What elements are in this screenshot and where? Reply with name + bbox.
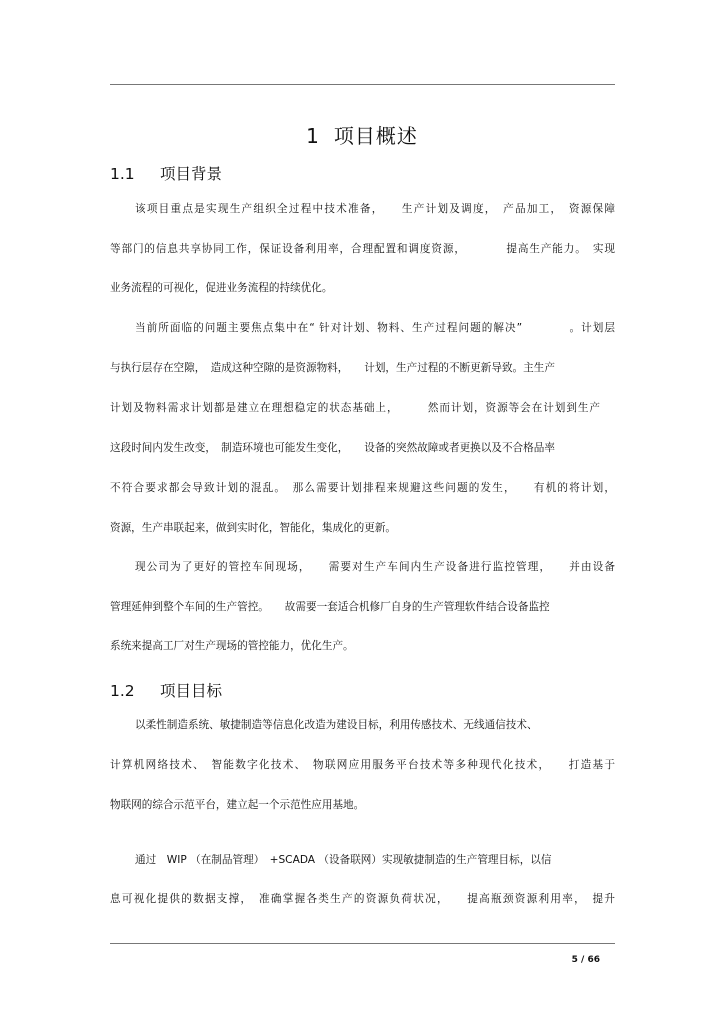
paragraph-line: 现公司为了更好的管控车间现场， 需要对生产车间内生产设备进行监控管理， 并由设备 <box>135 561 615 573</box>
header-rule <box>110 84 615 85</box>
section-title: 项目目标 <box>160 682 223 700</box>
paragraph-line: 息可视化提供的数据支撑， 准确掌握各类生产的资源负荷状况， 提高瓶颈资源利用率， 提升 <box>110 893 615 905</box>
section-number: 1.2 <box>110 682 135 700</box>
paragraph-line: 不符合要求都会导致计划的混乱。 那么需要计划排程来规避这些问题的发生， 有机的将计划， <box>110 482 615 494</box>
chapter-title: 项目概述 <box>333 124 418 148</box>
paragraph-line: 管理延伸到整个车间的生产管控。 故需要一套适合机修厂自身的生产管理软件结合设备监控 <box>110 601 550 613</box>
paragraph-line: 系统来提高工厂对生产现场的管控能力，优化生产。 <box>110 640 354 652</box>
paragraph-line: 该项目重点是实现生产组织全过程中技术准备， 生产计划及调度， 产品加工， 资源保障 <box>135 203 615 215</box>
paragraph-line: 业务流程的可视化，促进业务流程的持续优化。 <box>110 282 333 294</box>
paragraph-line: 物联网的综合示范平台，建立起一个示范性应用基地。 <box>110 799 365 811</box>
section-heading-1-1 <box>110 162 222 184</box>
section-heading-1-2 <box>110 679 222 701</box>
page-number: 5 / 66 <box>571 955 600 965</box>
section-title: 项目背景 <box>160 165 223 183</box>
paragraph-line: 以柔性制造系统、敏捷制造等信息化改造为建设目标，利用传感技术、无线通信技术、 <box>135 719 538 731</box>
paragraph-line: 计算机网络技术、 智能数字化技术、 物联网应用服务平台技术等多种现代化技术， 打造基于 <box>110 759 615 771</box>
section-number: 1.1 <box>110 165 135 183</box>
paragraph-line: 这段时间内发生改变， 制造环境也可能发生变化， 设备的突然故障或者更换以及不合格品率 <box>110 442 555 454</box>
paragraph-line: 资源，生产串联起来，做到实时化，智能化，集成化的更新。 <box>110 522 397 534</box>
chapter-number: 1 <box>306 124 320 148</box>
chapter-heading <box>0 120 724 149</box>
paragraph-line: 计划及物料需求计划都是建立在理想稳定的状态基础上， 然而计划，资源等会在计划到生产 <box>110 402 600 414</box>
paragraph-line: 通过 WIP （在制品管理） +SCADA （设备联网）实现敏捷制造的生产管理目标，以信 <box>135 854 552 866</box>
footer-rule <box>110 943 615 944</box>
paragraph-line: 当前所面临的问题主要焦点集中在“ 针对计划、物料、生产过程问题的解决” 。计划层 <box>135 322 615 334</box>
paragraph-line: 与执行层存在空隙， 造成这种空隙的是资源物料， 计划，生产过程的不断更新导致。主生产 <box>110 362 555 374</box>
paragraph-line: 等部门的信息共享协同工作，保证设备利用率，合理配置和调度资源， 提高生产能力。 实现 <box>110 243 615 255</box>
